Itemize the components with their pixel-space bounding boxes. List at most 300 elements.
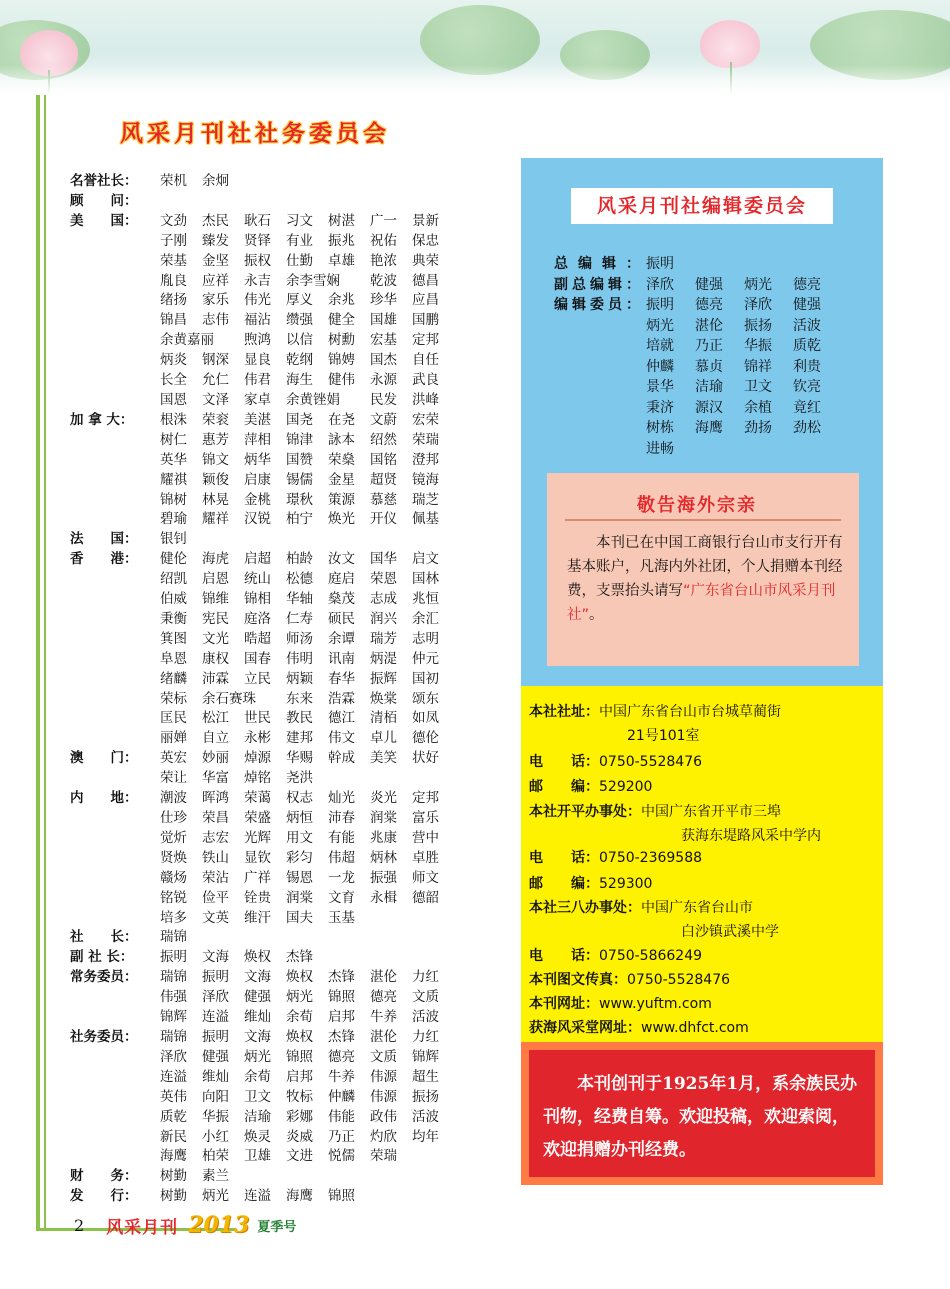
roster-row: [70, 769, 460, 789]
member-name: 余荀: [244, 1068, 271, 1085]
magazine-name: 风采月刊: [106, 1217, 179, 1238]
member-name: 文劲: [160, 212, 187, 229]
roster-label-spacer: [70, 630, 160, 650]
member-name: 乾波: [370, 272, 397, 289]
member-name: 牛养: [328, 1068, 355, 1085]
member-name: 荣蔼: [244, 790, 271, 807]
roster-row: [70, 411, 460, 431]
editor-name: 源汉: [695, 399, 723, 416]
roster-row: [70, 869, 460, 889]
member-name: 炳颖: [286, 670, 313, 687]
member-name: 超生: [412, 1068, 439, 1085]
member-name: 慕慈: [370, 491, 397, 508]
contact-label: 邮 编：: [529, 779, 599, 795]
contact-value: www.yuftm.com: [599, 996, 712, 1012]
member-name: 振兆: [328, 232, 355, 249]
member-name: 文海: [244, 1028, 271, 1045]
contact-label: 获海风采堂网址：: [529, 1020, 641, 1036]
member-name: 仁寿: [286, 610, 313, 627]
roster-label-spacer: [70, 1088, 160, 1108]
member-name: 维灿: [244, 1009, 271, 1026]
member-name: 瑞芳: [370, 630, 397, 647]
roster-row: [70, 291, 460, 311]
member-name: 厚义: [286, 292, 313, 309]
contact-label: 本社开平办事处：: [529, 804, 641, 820]
contact-row: [529, 848, 702, 868]
member-name: 国雄: [370, 312, 397, 329]
member-name: 国华: [370, 551, 397, 568]
roster-label-spacer: [70, 650, 160, 670]
member-name: 家卓: [244, 391, 271, 408]
member-name: 杰民: [202, 212, 229, 229]
member-name: 铭锐: [160, 889, 187, 906]
editorial-row: [554, 295, 846, 459]
member-name: 牧标: [286, 1088, 313, 1105]
notice-title: 敬告海外宗亲: [637, 495, 757, 516]
roster-row: [70, 1088, 460, 1108]
page-number: 2: [74, 1215, 85, 1235]
roster-label: 香 港：: [70, 551, 138, 568]
roster-label-spacer: [70, 809, 160, 829]
council-title: 风采月刊社社务委员会: [120, 121, 390, 147]
member-name: 荣瑞: [370, 1148, 397, 1165]
member-name: 伟君: [244, 372, 271, 389]
contact-value: 获海东堤路风采中学内: [681, 828, 821, 844]
member-name: 仕勤: [286, 252, 313, 269]
contact-label: 电 话：: [529, 754, 599, 770]
member-name: 振明: [160, 949, 187, 966]
member-name: 光辉: [244, 829, 271, 846]
member-name: 灿光: [328, 790, 355, 807]
contact-value: 0750-5866249: [599, 948, 703, 964]
roster-row: [70, 789, 460, 809]
roster-row: [70, 988, 460, 1008]
member-name: 伟源: [370, 1088, 397, 1105]
roster-label-spacer: [70, 1008, 160, 1028]
roster-row: [70, 172, 460, 192]
member-name: 炳炎: [160, 352, 187, 369]
roster-row: [70, 570, 460, 590]
member-name: 健强: [202, 1048, 229, 1065]
member-name: 小红: [202, 1128, 229, 1145]
member-name: 德亮: [370, 989, 397, 1006]
member-name: 锦昌: [160, 312, 187, 329]
member-name: 树勳: [328, 332, 355, 349]
member-name: 均年: [412, 1128, 439, 1145]
member-name: 权志: [286, 790, 313, 807]
member-name: 宪民: [202, 610, 229, 627]
contact-row: [529, 874, 652, 894]
member-name: 燊茂: [328, 591, 355, 608]
editor-name: 树栋: [646, 420, 674, 436]
editor-name: 炳光: [744, 276, 772, 293]
editor-name: 卫文: [744, 379, 772, 395]
roster-row: [70, 809, 460, 829]
member-name: 美笑: [370, 750, 397, 767]
roster-row: [70, 550, 460, 570]
member-name: 硕民: [328, 610, 355, 627]
contact-value: 21号101室: [627, 728, 700, 744]
member-name: 余李雪娴: [286, 272, 340, 289]
member-name: 国林: [412, 571, 439, 588]
member-name: 余炯: [202, 173, 229, 189]
roster-label: 社 长：: [70, 929, 138, 946]
editor-name: 振明: [646, 297, 674, 313]
roster-row: [70, 431, 460, 451]
member-name: 根洙: [160, 411, 187, 428]
member-name: 荣瑞: [412, 431, 439, 448]
editor-name: 劲松: [793, 420, 821, 436]
member-name: 策源: [328, 491, 355, 508]
roster-label-spacer: [70, 1068, 160, 1088]
member-name: 赣炀: [160, 869, 187, 886]
member-name: 文海: [244, 969, 271, 986]
member-name: 文泽: [202, 391, 229, 408]
editor-name: 钦亮: [793, 379, 821, 395]
member-name: 璟秋: [286, 491, 313, 508]
member-name: 耀祥: [202, 511, 229, 528]
member-name: 锦照: [328, 989, 355, 1006]
roster-row: [70, 1147, 460, 1167]
member-name: 康权: [202, 650, 229, 667]
roster-label-spacer: [70, 351, 160, 371]
editor-name: 振扬: [744, 317, 772, 334]
roster-row: [70, 530, 460, 550]
roster-row: [70, 212, 460, 232]
member-name: 荣标: [160, 690, 187, 707]
roster-row: [70, 1068, 460, 1088]
member-name: 臻发: [202, 232, 229, 249]
member-name: 缵强: [286, 312, 313, 329]
member-name: 焕光: [328, 511, 355, 528]
member-name: 伟光: [244, 292, 271, 309]
member-name: 兆恒: [412, 591, 439, 608]
member-name: 子刚: [160, 232, 187, 249]
council-roster: [70, 172, 460, 1207]
member-name: 汝文: [328, 551, 355, 568]
member-name: 福沾: [244, 312, 271, 329]
member-name: 彩匀: [286, 849, 313, 866]
member-name: 杰锋: [328, 1028, 355, 1045]
member-name: 德韶: [412, 889, 439, 906]
member-name: 树仁: [160, 431, 187, 448]
roster-label: 美 国：: [70, 212, 138, 229]
member-name: 宏基: [370, 332, 397, 349]
contact-label: 邮 编：: [529, 876, 599, 892]
member-name: 永彬: [244, 730, 271, 747]
member-name: 萍相: [244, 431, 271, 448]
editorial-role: 总编辑：: [554, 256, 640, 272]
member-name: 绍凯: [160, 571, 187, 588]
member-name: 荣昌: [202, 810, 229, 826]
member-name: 银钊: [160, 531, 187, 548]
member-name: 清栢: [370, 710, 397, 727]
member-name: 绍然: [370, 431, 397, 448]
editor-name: 劲扬: [744, 420, 772, 436]
editor-name: 锦祥: [744, 358, 772, 375]
member-name: 炳华: [244, 451, 271, 468]
roster-label-spacer: [70, 1128, 160, 1148]
member-name: 锡恩: [286, 869, 313, 886]
member-name: 讯南: [328, 650, 355, 667]
roster-label-spacer: [70, 391, 160, 411]
editorial-row: [554, 275, 846, 296]
roster-row: [70, 252, 460, 272]
roster-row: [70, 610, 460, 630]
notice-body: [567, 531, 847, 627]
member-name: 文蔚: [370, 411, 397, 428]
member-name: 松江: [202, 710, 229, 727]
member-name: 振明: [202, 1028, 229, 1045]
member-name-spacer: [202, 331, 244, 351]
member-name: 富乐: [412, 810, 439, 826]
member-name: 文质: [412, 989, 439, 1006]
roster-row: [70, 471, 460, 491]
member-name: 绪麟: [160, 670, 187, 687]
member-name: 炳恒: [286, 810, 313, 826]
member-name: 焕权: [244, 949, 271, 966]
member-name: 觉炘: [160, 829, 187, 846]
roster-row: [70, 1008, 460, 1028]
member-name: 炳光: [202, 1188, 229, 1205]
contact-label: 本刊网址：: [529, 996, 599, 1012]
member-name: 湛伦: [370, 1028, 397, 1045]
roster-label-spacer: [70, 252, 160, 272]
member-name: 志明: [412, 630, 439, 647]
member-name: 文光: [202, 630, 229, 647]
member-name: 英伟: [160, 1088, 187, 1105]
member-name: 炳光: [244, 1048, 271, 1065]
member-name: 国初: [412, 670, 439, 687]
member-name: 锦辉: [160, 1009, 187, 1026]
member-name: 卓儿: [370, 730, 397, 747]
member-name: 晧超: [244, 630, 271, 647]
contact-row: [529, 970, 730, 990]
member-name: 庭启: [328, 571, 355, 588]
member-name: 华轴: [286, 591, 313, 608]
member-name: 文进: [286, 1148, 313, 1165]
roster-row: [70, 590, 460, 610]
roster-label: 顾 问：: [70, 192, 138, 209]
member-name: 培多: [160, 909, 187, 926]
member-name: 焯铭: [244, 770, 271, 787]
member-name: 启邦: [286, 1068, 313, 1085]
editor-name: 利贵: [793, 358, 821, 375]
editor-name: 德亮: [793, 276, 821, 293]
roster-row: [70, 928, 460, 948]
member-name: 建邦: [286, 730, 313, 747]
member-name: 定邦: [412, 790, 439, 807]
contact-value: 529200: [599, 779, 653, 795]
member-name: 锦维: [202, 591, 229, 608]
roster-row: [70, 909, 460, 929]
editor-name: 海鹰: [695, 420, 723, 436]
header-banner: [0, 0, 950, 95]
member-name: 润兴: [370, 610, 397, 627]
member-name: 玉基: [328, 909, 355, 926]
roster-row: [70, 630, 460, 650]
member-name: 荣恩: [370, 571, 397, 588]
member-name: 伟超: [328, 849, 355, 866]
roster-label: 澳 门：: [70, 750, 138, 767]
contact-value: 中国广东省台山市: [641, 900, 753, 916]
roster-label: 法 国：: [70, 531, 138, 548]
member-name: 绪扬: [160, 292, 187, 309]
founding-panel: [521, 1042, 883, 1185]
contact-label: 电 话：: [529, 948, 599, 964]
member-name: 伟文: [328, 730, 355, 747]
member-name: 悦儒: [328, 1148, 355, 1165]
roster-label-spacer: [70, 849, 160, 869]
editorial-row: [554, 254, 846, 275]
member-name: 允仁: [202, 372, 229, 389]
member-name: 焕权: [286, 969, 313, 986]
member-name: 煦鸿: [244, 332, 271, 349]
member-name: 润棠: [286, 889, 313, 906]
notice-payee: “广东省台山市风采月刊社”: [567, 583, 836, 623]
roster-row: [70, 491, 460, 511]
notice-body-text: 本刊已在中国工商银行台山市支行开有基本账户，凡海内外社团，个人捐赠本刊经费，支票抬头请写: [567, 535, 843, 599]
roster-label-spacer: [70, 451, 160, 471]
member-name: 荣基: [160, 252, 187, 269]
roster-label-spacer: [70, 709, 160, 729]
member-name: 有能: [328, 829, 355, 846]
member-name: 阜恩: [160, 650, 187, 667]
notice-body-end: 。: [589, 607, 604, 623]
roster-label-spacer: [70, 729, 160, 749]
member-name: 东来: [286, 690, 313, 707]
member-name: 志宏: [202, 829, 229, 846]
member-name: 广祥: [244, 869, 271, 886]
contact-label: 本社社址：: [529, 704, 599, 720]
contact-row: [681, 922, 779, 942]
roster-row: [70, 749, 460, 769]
notice-divider: [565, 519, 841, 521]
editorial-board-list: [554, 254, 846, 459]
contact-value: 0750-2369588: [599, 850, 703, 866]
member-name: 家乐: [202, 292, 229, 309]
member-name: 柏龄: [286, 551, 313, 568]
contact-row: [529, 994, 712, 1014]
editor-name: 仲麟: [646, 358, 674, 375]
member-name: 卫文: [244, 1088, 271, 1105]
member-name: 锦照: [286, 1048, 313, 1065]
editor-name: 泽欣: [744, 297, 772, 313]
member-name: 卫雄: [244, 1148, 271, 1165]
member-name: 锡儒: [286, 471, 313, 488]
member-name: 锦树: [160, 491, 187, 508]
member-name: 耀祺: [160, 471, 187, 488]
member-name: 海鹰: [286, 1188, 313, 1205]
member-name: 瑞锦: [160, 929, 187, 946]
left-border: [36, 95, 40, 1230]
member-name: 炳湜: [370, 650, 397, 667]
roster-row: [70, 690, 460, 710]
member-name: 立民: [244, 670, 271, 687]
editor-name: 健强: [793, 297, 821, 313]
member-name: 德伦: [412, 730, 439, 747]
member-name: 湛伦: [370, 969, 397, 986]
contact-row: [529, 1018, 749, 1038]
member-name: 质乾: [160, 1108, 187, 1125]
member-name: 国恩: [160, 391, 187, 408]
contact-row: [529, 802, 781, 822]
roster-row: [70, 1028, 460, 1048]
member-name: 政伟: [370, 1108, 397, 1125]
roster-label-spacer: [70, 291, 160, 311]
member-name: 锦辉: [412, 1048, 439, 1065]
member-name: 志伟: [202, 312, 229, 329]
member-name: 焕权: [286, 1028, 313, 1045]
member-name: 华赐: [286, 750, 313, 767]
roster-label-spacer: [70, 431, 160, 451]
member-name: 健强: [244, 989, 271, 1006]
roster-row: [70, 331, 460, 351]
member-name: 振强: [370, 869, 397, 886]
member-name: 伟明: [286, 650, 313, 667]
member-name: 自立: [202, 730, 229, 747]
member-name: 彩娜: [286, 1108, 313, 1125]
member-name: 林晃: [202, 491, 229, 508]
contact-value: 0750-5528476: [599, 754, 703, 770]
member-name: 余石赛珠: [202, 690, 256, 707]
member-name: 宏荣: [412, 411, 439, 428]
member-name: 箕图: [160, 630, 187, 647]
contact-value: 0750-5528476: [627, 972, 731, 988]
member-name: 锦文: [202, 451, 229, 468]
contact-value: 中国广东省开平市三埠: [641, 804, 781, 820]
season-label: 夏季号: [257, 1219, 297, 1235]
member-name: 洁瑜: [244, 1108, 271, 1125]
member-name: 耿石: [244, 212, 271, 229]
member-name: 统山: [244, 571, 271, 588]
editor-name: 乃正: [695, 338, 723, 354]
roster-row: [70, 650, 460, 670]
roster-label-spacer: [70, 829, 160, 849]
member-name: 牛养: [370, 1009, 397, 1026]
member-name: 武良: [412, 372, 439, 389]
member-name: 用文: [286, 829, 313, 846]
member-name: 铨贵: [244, 889, 271, 906]
member-name: 铁山: [202, 849, 229, 866]
member-name: 文质: [370, 1048, 397, 1065]
contact-row: [627, 726, 700, 746]
member-name: 启文: [412, 551, 439, 568]
left-border-inner: [44, 95, 46, 1230]
roster-label-spacer: [70, 909, 160, 929]
member-name: 世民: [244, 710, 271, 727]
member-name: 习文: [286, 212, 313, 229]
member-name: 佩基: [412, 511, 439, 528]
member-name: 炳光: [286, 989, 313, 1006]
member-name: 树湛: [328, 212, 355, 229]
member-name: 一龙: [328, 869, 355, 886]
roster-label: 财 务：: [70, 1168, 138, 1185]
member-name: 艳浓: [370, 252, 397, 269]
member-name: 海生: [286, 372, 313, 389]
member-name: 余兆: [328, 292, 355, 309]
member-name: 镜海: [412, 471, 439, 488]
roster-row: [70, 670, 460, 690]
roster-label-spacer: [70, 670, 160, 690]
member-name: 沛霖: [202, 670, 229, 687]
member-name: 启恩: [202, 571, 229, 588]
editor-name: 培就: [646, 338, 674, 354]
contact-value: 529300: [599, 876, 653, 892]
member-name: 颖俊: [202, 471, 229, 488]
member-name: 澄邦: [412, 451, 439, 468]
member-name: 景新: [412, 212, 439, 229]
